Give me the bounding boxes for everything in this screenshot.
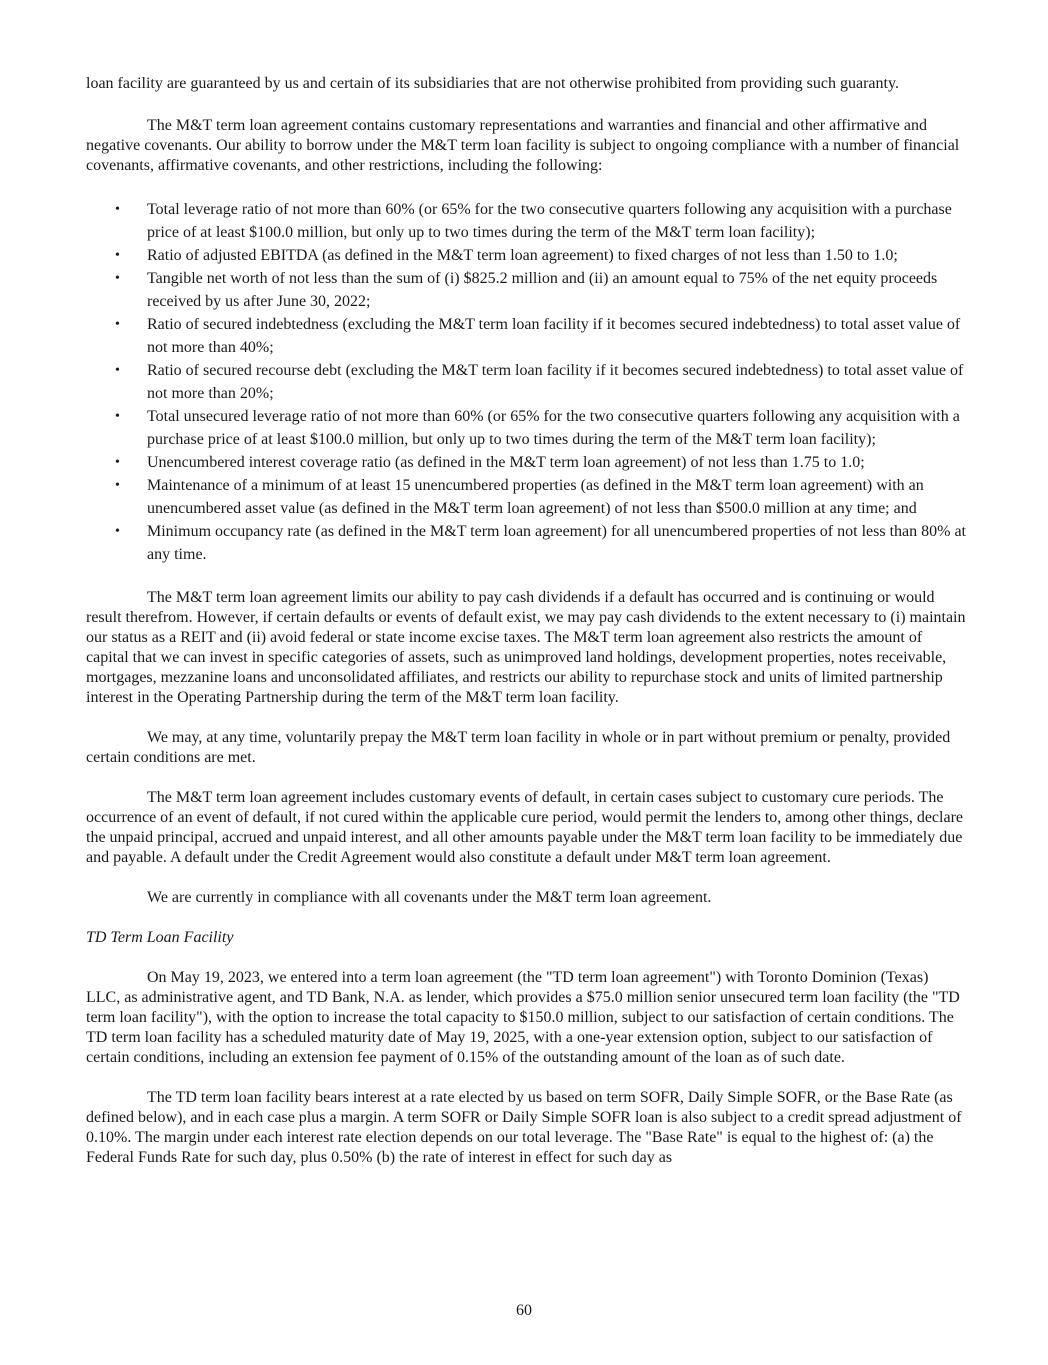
bullet-icon: • xyxy=(115,317,120,332)
covenant-item: • Ratio of adjusted EBITDA (as defined in the M&T term loan agreement) to fixed charges of not less than 1.50 to 1.0; xyxy=(86,244,966,267)
dividends-paragraph: The M&T term loan agreement limits our ability to pay cash dividends if a default has occurred and is continuing or would result therefrom. However, if certain defaults or events of default exist, we may pay cash dividends to the extent necessary to (i) maintain our status as a REIT and (ii) avoid federal or state income excise taxes. The M&T term loan agreement also restricts the amount of capital that we can invest in specific categories of assets, such as unimproved land holdings, development properties, notes receivable, mortgages, mezzanine loans and unconsolidated affiliates, and restricts our ability to repurchase stock and units of limited partnership interest in the Operating Partnership during the term of the M&T term loan facility. xyxy=(86,589,966,706)
page-number: 60 xyxy=(516,1302,532,1319)
covenant-item: • Ratio of secured recourse debt (excluding the M&T term loan facility if it becomes secured indebtedness) to total asset value of not more than 20%; xyxy=(86,359,966,405)
covenant-list xyxy=(86,198,966,566)
compliance-paragraph: We are currently in compliance with all covenants under the M&T term loan agreement. xyxy=(147,889,712,906)
covenant-item: • Total unsecured leverage ratio of not more than 60% (or 65% for the two consecutive quarters following any acquisition with a purchase price of at least $100.0 million, but only up to two times during the term of the M&T term loan facility); xyxy=(86,405,966,451)
default-paragraph: The M&T term loan agreement includes customary events of default, in certain cases subject to customary cure periods. The occurrence of an event of default, if not cured within the applicable cure period, would permit the lenders to, among other things, declare the unpaid principal, accrued and unpaid interest, and all other amounts payable under the M&T term loan facility to be immediately due and payable. A default under the Credit Agreement would also constitute a default under M&T term loan agreement. xyxy=(86,789,964,866)
bullet-icon: • xyxy=(115,202,120,217)
covenants-intro-paragraph: The M&T term loan agreement contains customary representations and warranties and financial and other affirmative and negative covenants. Our ability to borrow under the M&T term loan facility is subject to ongoing compliance with a number of financial covenants, affirmative covenants, and other restrictions, including the following: xyxy=(86,117,960,174)
td-paragraph-1: On May 19, 2023, we entered into a term loan agreement (the "TD term loan agreement") with Toronto Dominion (Texas) LLC, as administrative agent, and TD Bank, N.A. as lender, which provides a $75.0 million senior unsecured term loan facility (the "TD term loan facility"), with the option to increase the total capacity to $150.0 million, subject to our satisfaction of certain conditions. The TD term loan facility has a scheduled maturity date of May 19, 2025, with a one-year extension option, subject to our satisfaction of certain conditions, including an extension fee payment of 0.15% of the outstanding amount of the loan as of such date. xyxy=(86,969,960,1066)
covenant-item: • Minimum occupancy rate (as defined in the M&T term loan agreement) for all unencumbered properties of not less than 80% at any time. xyxy=(86,520,966,566)
covenant-item: • Total leverage ratio of not more than 60% (or 65% for the two consecutive quarters following any acquisition with a purchase price of at least $100.0 million, but only up to two times during the term of the M&T term loan facility); xyxy=(86,198,966,244)
bullet-icon: • xyxy=(115,248,120,263)
covenant-item: • Maintenance of a minimum of at least 15 unencumbered properties (as defined in the M&T term loan agreement) with an unencumbered asset value (as defined in the M&T term loan agreement) of not less than $500.0 million at any time; and xyxy=(86,474,966,520)
covenant-item: • Unencumbered interest coverage ratio (as defined in the M&T term loan agreement) of not less than 1.75 to 1.0; xyxy=(86,451,966,474)
covenant-item: • Ratio of secured indebtedness (excluding the M&T term loan facility if it becomes secured indebtedness) to total asset value of not more than 40%; xyxy=(86,313,966,359)
bullet-icon: • xyxy=(115,455,120,470)
document-body xyxy=(86,74,966,1168)
bullet-icon: • xyxy=(115,271,120,286)
prepay-paragraph: We may, at any time, voluntarily prepay the M&T term loan facility in whole or in part without premium or penalty, provided certain conditions are met. xyxy=(86,729,951,766)
bullet-icon: • xyxy=(115,478,120,493)
covenant-item: • Tangible net worth of not less than the sum of (i) $825.2 million and (ii) an amount equal to 75% of the net equity proceeds received by us after June 30, 2022; xyxy=(86,267,966,313)
bullet-icon: • xyxy=(115,524,120,539)
bullet-icon: • xyxy=(115,363,120,378)
intro-paragraph: loan facility are guaranteed by us and certain of its subsidiaries that are not otherwise prohibited from providing such guaranty. xyxy=(86,75,899,92)
bullet-icon: • xyxy=(115,409,120,424)
section-heading: TD Term Loan Facility xyxy=(86,929,234,946)
td-paragraph-2: The TD term loan facility bears interest at a rate elected by us based on term SOFR, Daily Simple SOFR, or the Base Rate (as defined below), and in each case plus a margin. A term SOFR or Daily Simple SOFR loan is also subject to a credit spread adjustment of 0.10%. The margin under each interest rate election depends on our total leverage. The "Base Rate" is equal to the highest of: (a) the Federal Funds Rate for such day, plus 0.50% (b) the rate of interest in effect for such day as xyxy=(86,1089,962,1166)
